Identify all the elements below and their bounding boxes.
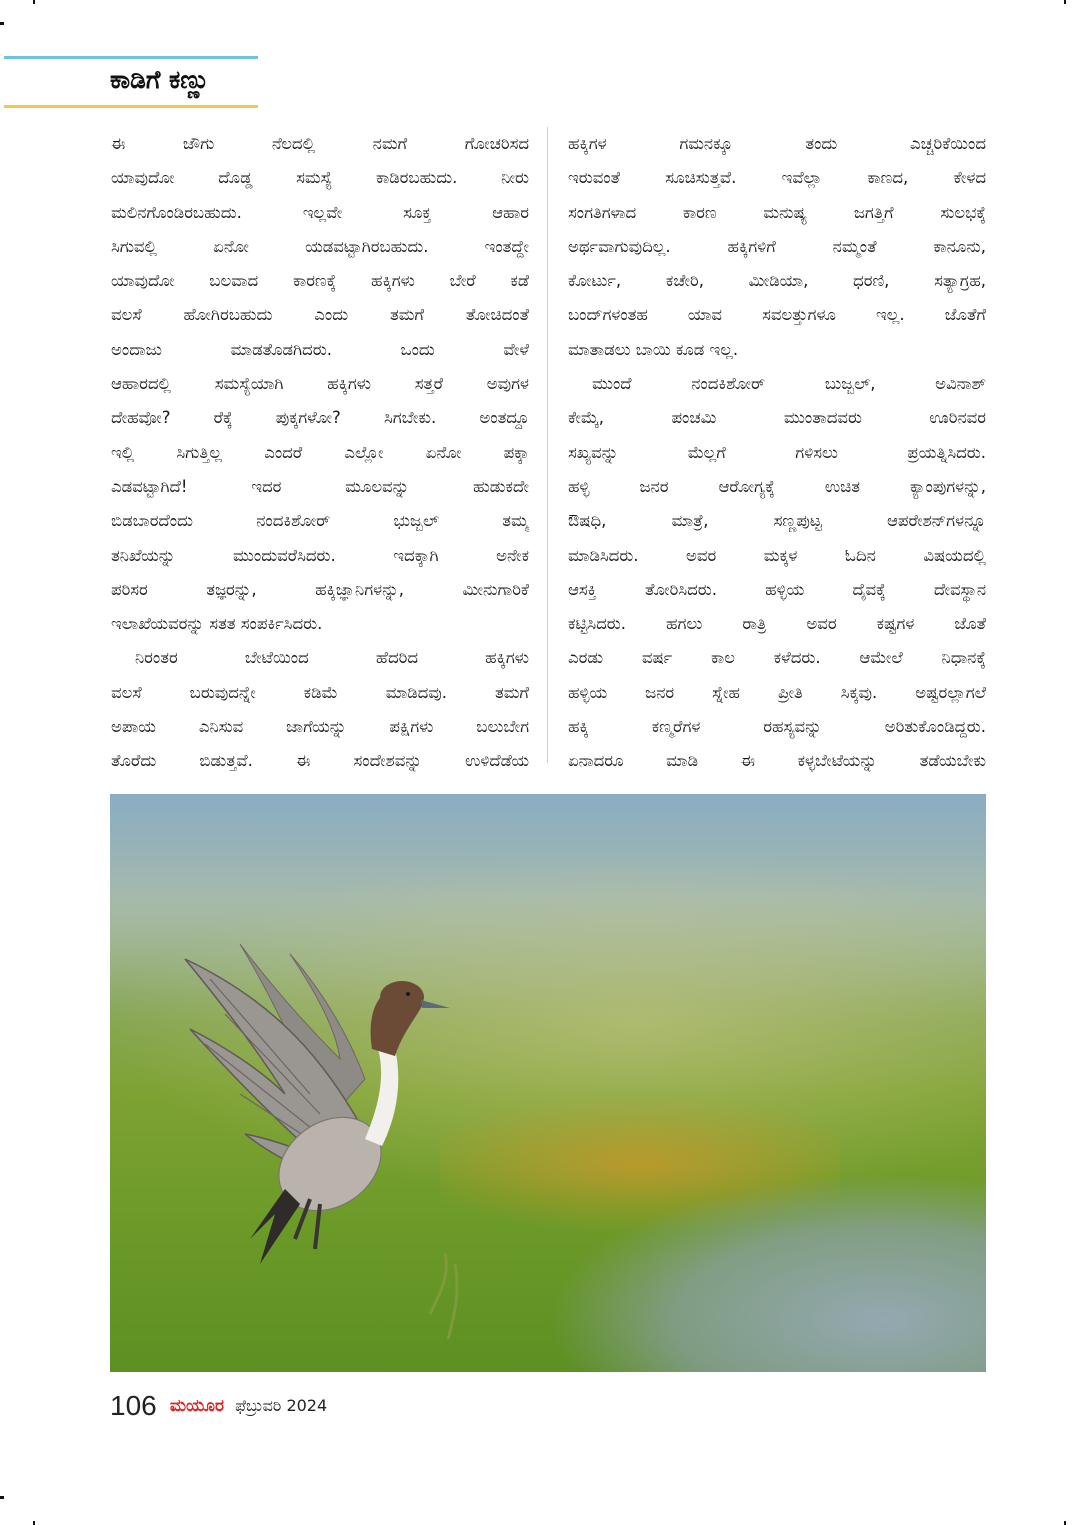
text-line: ಆಹಾರದಲ್ಲಿ ಸಮಸ್ಯೆಯಾಗಿ ಹಕ್ಕಿಗಳು ಸತ್ತರೆ ಅವುಗಳ <box>111 374 529 394</box>
text-line: ಮಾಡಿಸಿದರು. ಅವರ ಮಕ್ಕಳ ಓದಿನ ವಿಷಯದಲ್ಲಿ <box>568 545 986 565</box>
text-line: ಈ ಜೌಗು ನೆಲದಲ್ಲಿ ನಮಗೆ ಗೋಚರಿಸದ <box>111 134 529 153</box>
header-rule-bottom <box>4 105 258 108</box>
text-line: ಔಷಧಿ, ಮಾತ್ರೆ, ಸಣ್ಣಪುಟ್ಟ ಆಪರೇಶನ್‌ಗಳನ್ನೂ <box>568 511 986 531</box>
text-line: ತೊರೆದು ಬಿಡುತ್ತವೆ. ಈ ಸಂದೇಶವನ್ನು ಉಳಿದೆಡೆಯ <box>111 751 529 771</box>
header-rule-top <box>4 56 258 59</box>
text-line: ಸಿಗುವಲ್ಲಿ ಏನೋ ಯಡವಟ್ಟಾಗಿರಬಹುದು. ಇಂತದ್ದೇ <box>111 236 529 256</box>
text-line: ಎರಡು ವರ್ಷ ಕಾಲ ಕಳೆದರು. ಆಮೇಲೆ ನಿಧಾನಕ್ಕೆ <box>568 648 986 668</box>
crop-mark <box>1064 1521 1066 1525</box>
pintail-duck-icon <box>110 794 986 1372</box>
text-line: ಯಾವುದೋ ದೊಡ್ಡ ಸಮಸ್ಯೆ ಕಾಡಿರಬಹುದು. ನೀರು <box>111 168 529 188</box>
section-header <box>4 56 258 108</box>
crop-mark <box>33 1521 35 1525</box>
column-divider <box>547 127 548 763</box>
text-line: ಮಲಿನಗೊಂಡಿರಬಹುದು. ಇಲ್ಲವೇ ಸೂಕ್ತ ಆಹಾರ <box>111 202 529 222</box>
article-column-left <box>111 127 529 779</box>
magazine-logo: ಮಯೂರ <box>169 1396 225 1416</box>
text-line: ಹಳ್ಳಿ ಜನರ ಆರೋಗ್ಯಕ್ಕೆ ಉಚಿತ ಕ್ಯಾಂಪುಗಳನ್ನು, <box>568 476 986 496</box>
text-line: ಎಡವಟ್ಟಾಗಿದೆ! ಇದರ ಮೂಲವನ್ನು ಹುಡುಕದೇ <box>111 476 529 496</box>
text-line: ಬಂದ್‌ಗಳಂತಹ ಯಾವ ಸವಲತ್ತುಗಳೂ ಇಲ್ಲ. ಜೊತೆಗೆ <box>568 305 986 325</box>
text-line: ಅಪಾಯ ಎನಿಸುವ ಜಾಗೆಯನ್ನು ಪಕ್ಷಿಗಳು ಬಲುಬೇಗ <box>111 717 529 737</box>
article-column-right <box>568 127 986 779</box>
text-line: ಅರ್ಥವಾಗುವುದಿಲ್ಲ. ಹಕ್ಕಿಗಳಿಗೆ ನಮ್ಮಂತೆ ಕಾನೂನು, <box>568 236 986 256</box>
text-line: ಆಸಕ್ತಿ ತೋರಿಸಿದರು. ಹಳ್ಳಿಯ ದೈವಕ್ಕೆ ದೇವಸ್ಥಾನ <box>568 579 986 599</box>
crop-mark <box>33 0 35 4</box>
text-line: ಏನಾದರೂ ಮಾಡಿ ಈ ಕಳ್ಳಬೇಟೆಯನ್ನು ತಡೆಯಬೇಕು <box>568 751 986 771</box>
text-line: ವಲಸೆ ಬರುವುದನ್ನೇ ಕಡಿಮೆ ಮಾಡಿದವು. ತಮಗೆ <box>111 682 529 702</box>
page-number: 106 <box>110 1390 157 1421</box>
section-title: ಕಾಡಿಗೆ ಕಣ್ಣು <box>110 65 210 94</box>
text-line: ಅಂದಾಜು ಮಾಡತೊಡಗಿದರು. ಒಂದು ವೇಳೆ <box>111 339 529 359</box>
text-line: ಕೋರ್ಟು, ಕಚೇರಿ, ಮೀಡಿಯಾ, ಧರಣಿ, ಸತ್ಯಾಗ್ರಹ, <box>568 271 986 291</box>
page-footer <box>110 1390 327 1430</box>
crop-mark <box>1064 0 1066 4</box>
text-line: ಬಿಡಬಾರದೆಂದು ನಂದಕಿಶೋರ್ ಭುಜ್ಬಲ್ ತಮ್ಮ <box>111 511 529 531</box>
text-line: ಹಳ್ಳಿಯ ಜನರ ಸ್ನೇಹ ಪ್ರೀತಿ ಸಿಕ್ಕವು. ಅಷ್ಟರಲ್ಲಾಗಲೆ <box>568 682 986 702</box>
article-photo <box>110 794 986 1372</box>
text-line: ಸಖ್ಯವನ್ನು ಮೆಲ್ಲಗೆ ಗಳಿಸಲು ಪ್ರಯತ್ನಿಸಿದರು. <box>568 442 986 462</box>
text-line: ಪರಿಸರ ತಜ್ಞರನ್ನು, ಹಕ್ಕಿಜ್ಞಾನಿಗಳನ್ನು, ಮೀನುಗಾರಿಕೆ <box>111 579 529 599</box>
crop-mark <box>0 1496 4 1499</box>
text-line: ನಿರಂತರ ಬೇಟೆಯಿಂದ ಹೆದರಿದ ಹಕ್ಕಿಗಳು <box>135 648 529 668</box>
text-line: ಯಾವುದೋ ಬಲವಾದ ಕಾರಣಕ್ಕೆ ಹಕ್ಕಿಗಳು ಬೇರೆ ಕಡೆ <box>111 271 529 291</box>
text-line: ಇಲಾಖೆಯವರನ್ನು ಸತತ ಸಂಪರ್ಕಿಸಿದರು. <box>111 614 323 634</box>
text-line: ಹಕ್ಕಿಗಳ ಗಮನಕ್ಕೂ ತಂದು ಎಚ್ಚರಿಕೆಯಿಂದ <box>568 134 986 153</box>
text-line: ಇರುವಂತೆ ಸೂಚಿಸುತ್ತವೆ. ಇವೆಲ್ಲಾ ಕಾಣದ, ಕೇಳದ <box>568 168 986 188</box>
text-line: ಮಾತಾಡಲು ಬಾಯಿ ಕೂಡ ಇಲ್ಲ. <box>568 339 739 359</box>
text-line: ದೇಹವೋ? ರೆಕ್ಕೆ ಪುಕ್ಕಗಳೋ? ಸಿಗಬೇಕು. ಅಂತದ್ದೂ <box>111 408 529 428</box>
text-line: ವಲಸೆ ಹೋಗಿರಬಹುದು ಎಂದು ತಮಗೆ ತೋಚಿದಂತೆ <box>111 305 529 325</box>
text-line: ಇಲ್ಲಿ ಸಿಗುತ್ತಿಲ್ಲ ಎಂದರೆ ಎಲ್ಲೋ ಏನೋ ಪಕ್ಕಾ <box>111 442 529 462</box>
text-line: ಕಟ್ಟಿಸಿದರು. ಹಗಲು ರಾತ್ರಿ ಅವರ ಕಷ್ಟಗಳ ಜೊತೆ <box>568 614 986 634</box>
issue-date: ಫೆಬ್ರುವರಿ 2024 <box>235 1396 328 1415</box>
text-line: ಸಂಗತಿಗಳಾದ ಕಾರಣ ಮನುಷ್ಯ ಜಗತ್ತಿಗೆ ಸುಲಭಕ್ಕೆ <box>568 202 986 222</box>
text-line: ಕೇಮ್ಕೆ, ಪಂಚಮಿ ಮುಂತಾದವರು ಊರಿನವರ <box>568 408 986 428</box>
text-line: ತನಿಖೆಯನ್ನು ಮುಂದುವರೆಸಿದರು. ಇದಕ್ಕಾಗಿ ಅನೇಕ <box>111 545 529 565</box>
crop-mark <box>0 22 4 25</box>
text-line: ಮುಂದೆ ನಂದಕಿಶೋರ್ ಬುಜ್ಬಲ್, ಅವಿನಾಶ್ <box>592 374 986 394</box>
text-line: ಹಕ್ಕಿ ಕಣ್ಮರೆಗಳ ರಹಸ್ಯವನ್ನು ಅರಿತುಕೊಂಡಿದ್ದರು. <box>568 717 986 737</box>
